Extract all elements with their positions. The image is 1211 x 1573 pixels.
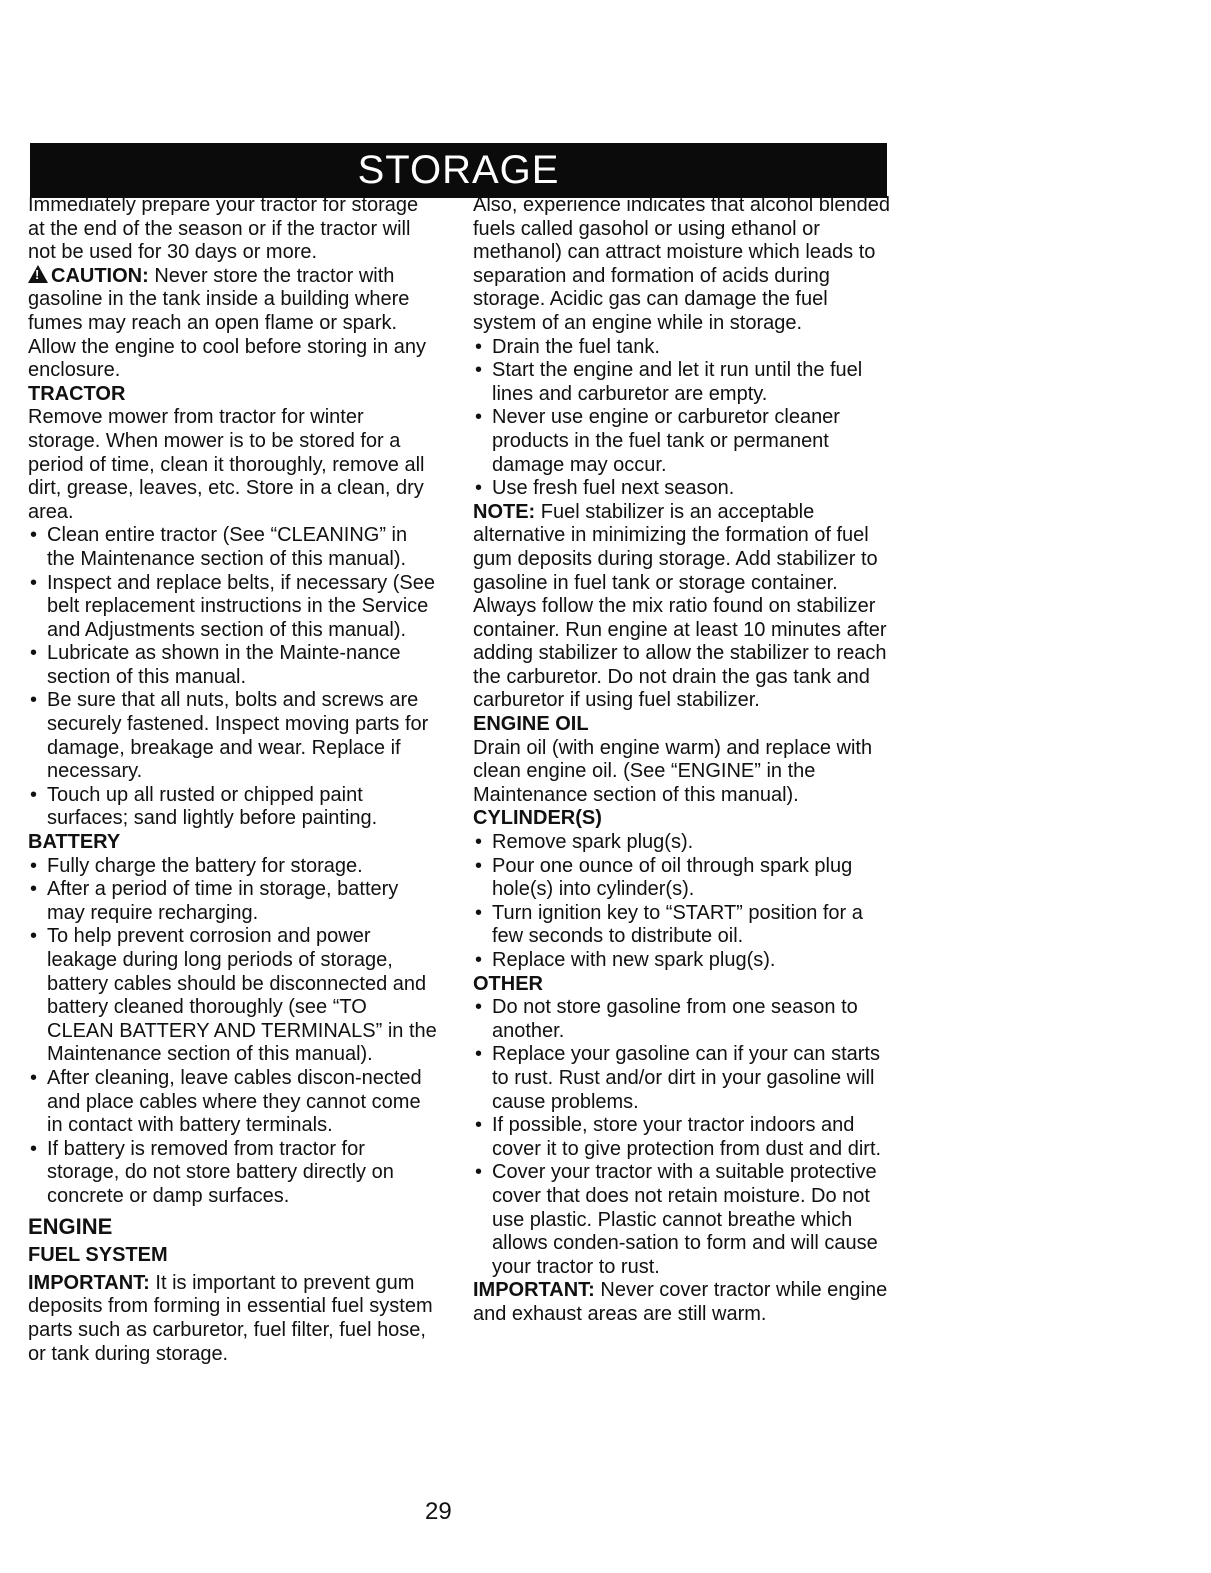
other-list: [473, 996, 893, 1279]
list-item: • Do not store gasoline from one season to another.: [473, 996, 893, 1043]
list-item: • Replace with new spark plug(s).: [473, 949, 893, 973]
important-text: Never cover tractor while engine and exhaust areas are still warm.: [473, 1279, 888, 1325]
intro-paragraph: Immediately prepare your tractor for storage at the end of the season or if the tractor will not be used for 30 days or more.: [28, 194, 419, 264]
list-item: • Pour one ounce of oil through spark plug hole(s) into cylinder(s).: [473, 855, 893, 902]
caution-paragraph: [28, 265, 438, 383]
list-item: • Lubricate as shown in the Mainte-nance section of this manual.: [28, 642, 438, 689]
important-paragraph: [28, 1272, 438, 1366]
list-item: • Clean entire tractor (See “CLEANING” in the Maintenance section of this manual).: [28, 524, 438, 571]
tractor-heading: TRACTOR: [28, 382, 126, 405]
list-item: • Cover your tractor with a suitable protective cover that does not retain moisture. Do not use plastic. Plastic cannot breathe which allows conden-sation to form and will cause your tractor to rust.: [473, 1161, 893, 1279]
warning-triangle-icon: [28, 265, 48, 283]
right-column: [473, 194, 893, 1327]
important-paragraph-right: [473, 1279, 893, 1326]
note-label: NOTE:: [473, 500, 536, 523]
list-item: • Turn ignition key to “START” position for a few seconds to distribute oil.: [473, 902, 893, 949]
list-item: • Inspect and replace belts, if necessary (See belt replacement instructions in the Service and Adjustments section of this manual).: [28, 572, 438, 643]
important-label: IMPORTANT:: [28, 1271, 150, 1294]
fuel-system-heading: FUEL SYSTEM: [28, 1244, 168, 1267]
list-item: • Replace your gasoline can if your can starts to rust. Rust and/or dirt in your gasoline will cause problems.: [473, 1043, 893, 1114]
left-column: [28, 194, 438, 1366]
list-item: • Drain the fuel tank.: [473, 336, 893, 360]
alcohol-paragraph: Also, experience indicates that alcohol blended fuels called gasohol or using ethanol or methanol) can attract moisture which leads to separation and formation of acids during storage. Acidic gas can damage the fuel system of an engine while in storage.: [473, 194, 890, 334]
list-item: • If battery is removed from tractor for storage, do not store battery directly on concrete or damp surfaces.: [28, 1138, 438, 1209]
page-number: 29: [425, 1498, 452, 1525]
tractor-paragraph: Remove mower from tractor for winter storage. When mower is to be stored for a period of time, clean it thoroughly, remove all dirt, grease, leaves, etc. Store in a clean, dry area.: [28, 406, 425, 523]
tractor-list: [28, 524, 438, 831]
list-item: • Be sure that all nuts, bolts and screws are securely fastened. Inspect moving parts for damage, breakage and wear. Replace if necessary.: [28, 689, 438, 783]
list-item: • Touch up all rusted or chipped paint surfaces; sand lightly before painting.: [28, 784, 438, 831]
list-item: • Never use engine or carburetor cleaner products in the fuel tank or permanent damage may occur.: [473, 406, 893, 477]
cylinders-heading: CYLINDER(S): [473, 807, 602, 830]
battery-list: [28, 855, 438, 1209]
note-paragraph: [473, 501, 893, 713]
other-heading: OTHER: [473, 972, 543, 995]
list-item: • Fully charge the battery for storage.: [28, 855, 438, 879]
list-item: • After a period of time in storage, battery may require recharging.: [28, 878, 438, 925]
caution-text: Never store the tractor with gasoline in the tank inside a building where fumes may reach an open flame or spark. Allow the engine to cool before storing in any enclosure.: [28, 264, 427, 382]
page-title: STORAGE: [30, 143, 887, 198]
list-item: • Use fresh fuel next season.: [473, 477, 893, 501]
engine-oil-paragraph: Drain oil (with engine warm) and replace with clean engine oil. (See “ENGINE” in the Maintenance section of this manual).: [473, 736, 873, 806]
important-label: IMPORTANT:: [473, 1279, 595, 1302]
caution-label: CAUTION:: [51, 264, 149, 287]
engine-heading: ENGINE: [28, 1213, 113, 1239]
cylinder-list: [473, 831, 893, 973]
fuel-list: [473, 336, 893, 501]
battery-heading: BATTERY: [28, 831, 121, 854]
list-item: • Remove spark plug(s).: [473, 831, 893, 855]
list-item: • After cleaning, leave cables discon-nected and place cables where they cannot come in contact with battery terminals.: [28, 1067, 438, 1138]
list-item: • Start the engine and let it run until the fuel lines and carburetor are empty.: [473, 359, 893, 406]
list-item: • If possible, store your tractor indoors and cover it to give protection from dust and dirt.: [473, 1114, 893, 1161]
engine-oil-heading: ENGINE OIL: [473, 713, 589, 736]
list-item: • To help prevent corrosion and power leakage during long periods of storage, battery cables should be disconnected and battery cleaned thoroughly (see “TO CLEAN BATTERY AND TERMINALS” in the Maintenance section of this manual).: [28, 925, 438, 1067]
note-text: Fuel stabilizer is an acceptable alternative in minimizing the formation of fuel gum deposits during storage. Add stabilizer to gasoline in fuel tank or storage container. Always follow the mix ratio found on stabilizer container. Run engine at least 10 minutes after adding stabilizer to allow the stabilizer to reach the carburetor. Do not drain the gas tank and carburetor if using fuel stabilizer.: [473, 500, 887, 712]
important-text: It is important to prevent gum deposits from forming in essential fuel system parts such as carburetor, fuel filter, fuel hose, or tank during storage.: [28, 1271, 433, 1365]
